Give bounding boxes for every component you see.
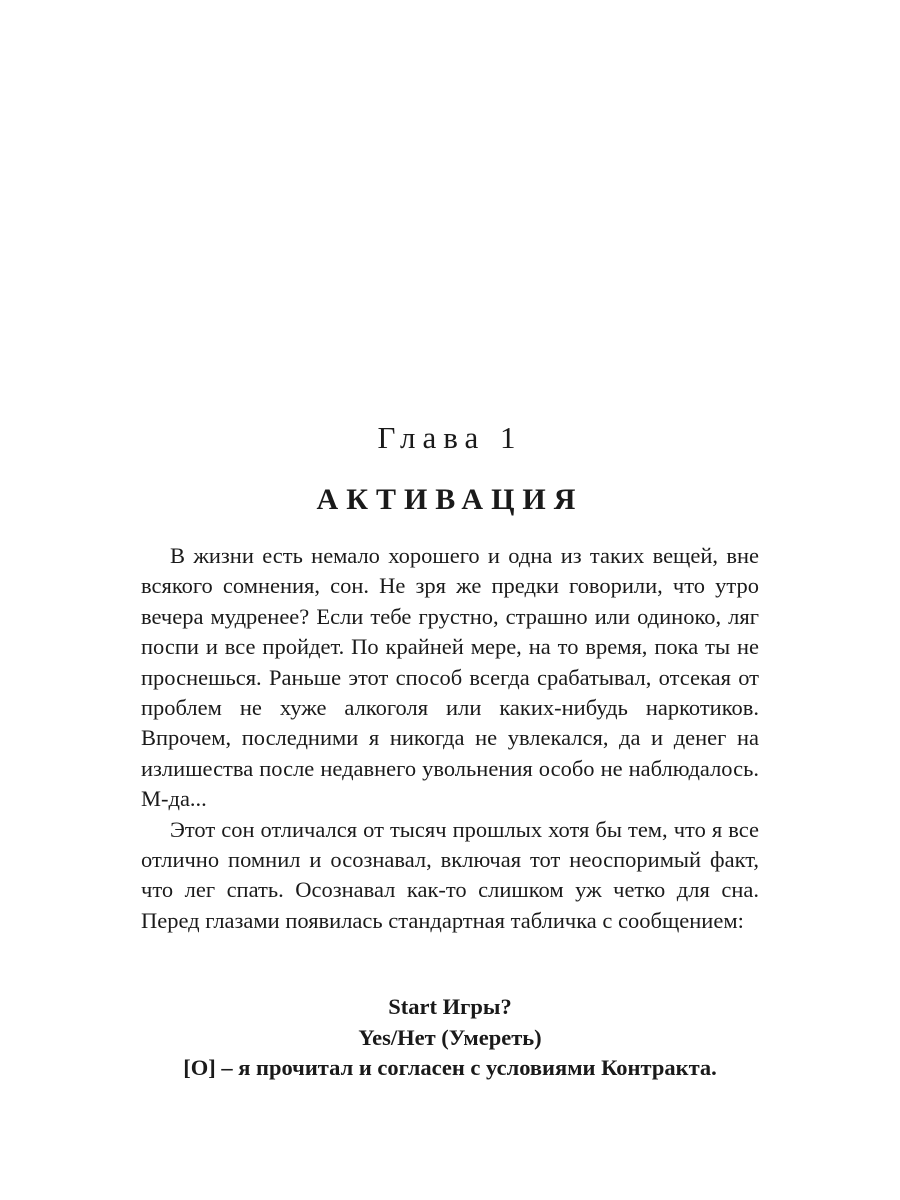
message-start-game: Start Игры?: [388, 994, 512, 1019]
chapter-number: Глава 1: [377, 420, 523, 455]
chapter-body: [141, 541, 759, 936]
paragraph-2: Этот сон отличался от тысяч прошлых хотя бы тем, что я все отлично помнил и осознавал, включая тот неоспоримый факт, что лег спать. Осознавал как-то слишком уж четко для сна. Перед глазами появилась стандартная табличка с сообщением:: [141, 816, 759, 933]
chapter-title: АКТИВАЦИЯ: [316, 483, 584, 516]
message-contract-agreement: [O] – я прочитал и согласен с условиями Контракта.: [183, 1055, 717, 1080]
message-yes-no: Yes/Нет (Умереть): [358, 1024, 542, 1050]
game-message: [0, 992, 900, 1084]
paragraph-1: В жизни есть немало хорошего и одна из таких вещей, вне всякого сомнения, сон. Не зря же предки говорили, что утро вечера мудренее? Если тебе грустно, страшно или одиноко, ляг поспи и все пройдет. По крайней мере, на то время, пока ты не проснешься. Раньше этот способ всегда срабатывал, отсекая от проблем не хуже алкоголя или каких-нибудь наркотиков. Впрочем, последними я никогда не увлекался, да и денег на излишества после недавнего увольнения особо не наблюдалось. М-да...: [141, 543, 759, 812]
